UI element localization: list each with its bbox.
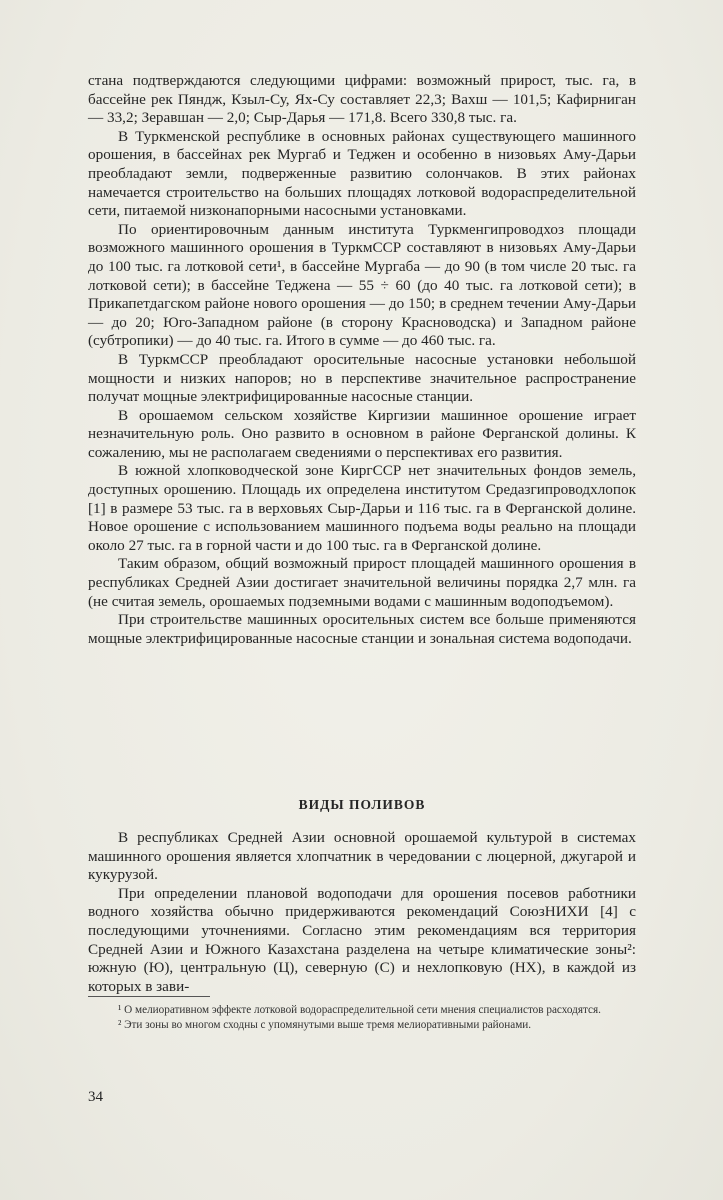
section-heading: ВИДЫ ПОЛИВОВ [298,797,426,812]
paragraph: В Туркменской республике в основных районах существующего машинного орошения, в бассейнах рек Мургаб и Теджен и особенно в низовьях Аму-Дарьи преобладают земли, подверженные развитию солончаков. В этих районах намечается строительство на больших площадях лотковой водораспределительной сети, питаемой низконапорными насосными установками. [88,127,636,220]
paragraph: При строительстве машинных оросительных систем все больше применяются мощные электрифицированные насосные станции и зональная система водоподачи. [88,611,636,647]
paragraph: В орошаемом сельском хозяйстве Киргизии машинное орошение играет незначительную роль. Оно развито в основном в районе Ферганской долины. К сожалению, мы не располагаем сведениями о перспективах его развития. [88,406,636,461]
paragraph: В ТуркмССР преобладают оросительные насосные установки небольшой мощности и низких напоров; но в перспективе значительное распространение получат мощные электрифицированные насосные станции. [88,350,636,406]
body-text-section [88,829,636,996]
paragraph: В республиках Средней Азии основной орошаемой культурой в системах машинного орошения является хлопчатник в чередовании с люцерной, джугарой и кукурузой. [88,829,636,884]
footnote: ² Эти зоны во многом сходны с упомянутыми выше тремя мелиоративными районами. [118,1018,532,1031]
footnotes [88,1003,636,1032]
footnote: ¹ О мелиоративном эффекте лотковой водораспределительной сети мнения специалистов расходятся. [118,1004,601,1016]
paragraph: В южной хлопководческой зоне КиргССР нет значительных фондов земель, доступных орошению. Площадь их определена институтом Средазгипроводхлопок [1] в размере 53 тыс. га в верховьях Сыр-Дарьи и 116 тыс. га в Ферганской долине. Новое орошение с использованием машинного подъема воды реально на площади около 27 тыс. га в горной части и до 100 тыс. га в Ферганской долине. [88,462,636,554]
body-text [88,72,636,648]
page-number: 34 [88,1089,103,1105]
paragraph: При определении плановой водоподачи для орошения посевов работники водного хозяйства обычно придерживаются рекомендаций СоюзНИХИ [4] с последующими уточнениями. Согласно этим рекомендациям вся территория Средней Азии и Южного Казахстана разделена на четыре климатические зоны²: южную (Ю), центральную (Ц), северную (С) и нехлопковую (НХ), в каждой из которых в зави- [88,884,636,995]
paragraph: стана подтверждаются следующими цифрами: возможный прирост, тыс. га, в бассейне рек Пяндж, Кзыл-Су, Ях-Су составляет 22,3; Вахш — 101,5; Кафирниган — 33,2; Зеравшан — 2,0; Сыр-Дарья — 171,8. Всего 330,8 тыс. га. [88,72,636,127]
paragraph: По ориентировочным данным института Туркменгипроводхоз площади возможного машинного орошения в ТуркмССР составляют в низовьях Аму-Дарьи до 100 тыс. га лотковой сети¹, в бассейне Мургаба — до 90 (в том числе 20 тыс. га лотковой сети); в бассейне Теджена — 55 ÷ 60 (до 40 тыс. га лотковой сети); в Прикапетдагском районе нового орошения — до 150; в среднем течении Аму-Дарьи — до 20; Юго-Западном районе (в сторону Красноводска) и Западном районе (субтропики) — до 40 тыс. га. Итого в сумме — до 460 тыс. га. [88,220,636,350]
footnote-divider [88,996,210,997]
paragraph: Таким образом, общий возможный прирост площадей машинного орошения в республиках Средней Азии достигает значительной величины порядка 2,7 млн. га (не считая земель, орошаемых подземными водами с машинным водоподъемом). [88,555,636,610]
